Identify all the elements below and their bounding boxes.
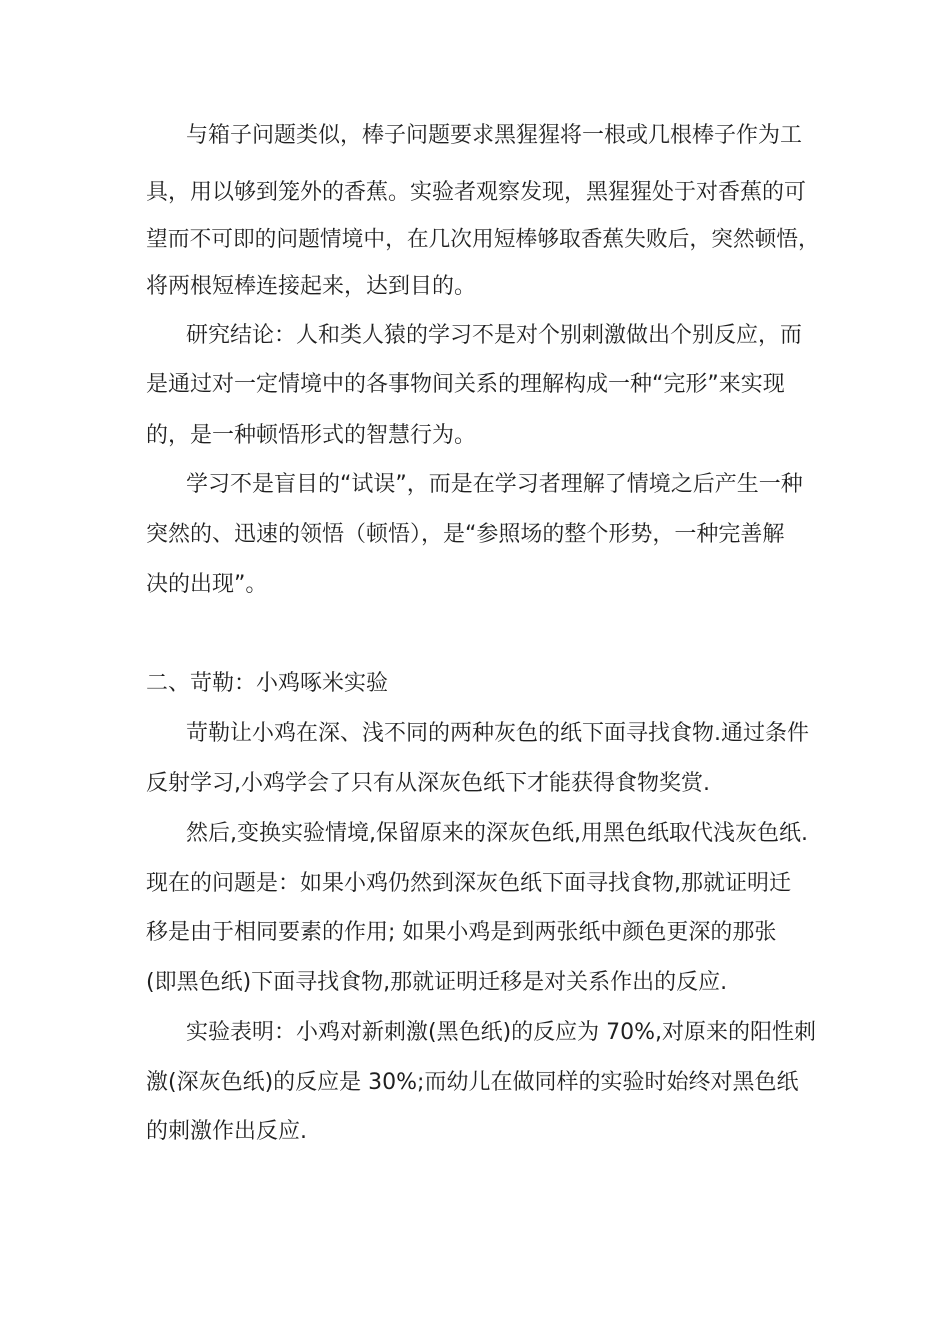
- paragraph-3-line-3: 决的出现”。: [146, 572, 268, 597]
- paragraph-6-line-4: (即黑色纸)下面寻找食物,那就证明迁移是对关系作出的反应.: [146, 970, 728, 995]
- paragraph-2-line-1: 研究结论：人和类人猿的学习不是对个别刺激做出个别反应，而: [186, 323, 803, 348]
- paragraph-1-line-2: 具，用以够到笼外的香蕉。实验者观察发现，黑猩猩处于对香蕉的可: [146, 180, 807, 205]
- paragraph-6-line-1: 然后,变换实验情境,保留原来的深灰色纸,用黑色纸取代浅灰色纸.: [186, 821, 808, 846]
- paragraph-3-line-2: 突然的、迅速的领悟（顿悟），是“参照场的整个形势，一种完善解: [146, 522, 785, 547]
- paragraph-6-line-3: 移是由于相同要素的作用; 如果小鸡是到两张纸中颜色更深的那张: [146, 920, 777, 945]
- paragraph-1-line-3: 望而不可即的问题情境中，在几次用短棒够取香蕉失败后，突然顿悟，: [146, 227, 820, 252]
- paragraph-6-line-2: 现在的问题是：如果小鸡仍然到深灰色纸下面寻找食物,那就证明迁: [146, 871, 791, 896]
- paragraph-7-line-2: 激(深灰色纸)的反应是 30%;而幼儿在做同样的实验时始终对黑色纸: [146, 1070, 799, 1095]
- paragraph-1-line-1: 与箱子问题类似，棒子问题要求黑猩猩将一根或几根棒子作为工: [186, 123, 803, 148]
- paragraph-7-line-1: 实验表明：小鸡对新刺激(黑色纸)的反应为 70%,对原来的阳性刺: [186, 1020, 817, 1045]
- section-heading: 二、苛勒：小鸡啄米实验: [146, 671, 389, 696]
- paragraph-5-line-1: 苛勒让小鸡在深、浅不同的两种灰色的纸下面寻找食物.通过条件: [186, 721, 809, 746]
- paragraph-2-line-2: 是通过对一定情境中的各事物间关系的理解构成一种“完形”来实现: [146, 372, 785, 397]
- paragraph-7-line-3: 的刺激作出反应.: [146, 1119, 307, 1144]
- paragraph-2-line-3: 的，是一种顿悟形式的智慧行为。: [146, 423, 477, 448]
- paragraph-3-line-1: 学习不是盲目的“试误”，而是在学习者理解了情境之后产生一种: [186, 472, 803, 497]
- paragraph-1-line-4: 将两根短棒连接起来，达到目的。: [146, 274, 477, 299]
- paragraph-5-line-2: 反射学习,小鸡学会了只有从深灰色纸下才能获得食物奖赏.: [146, 771, 710, 796]
